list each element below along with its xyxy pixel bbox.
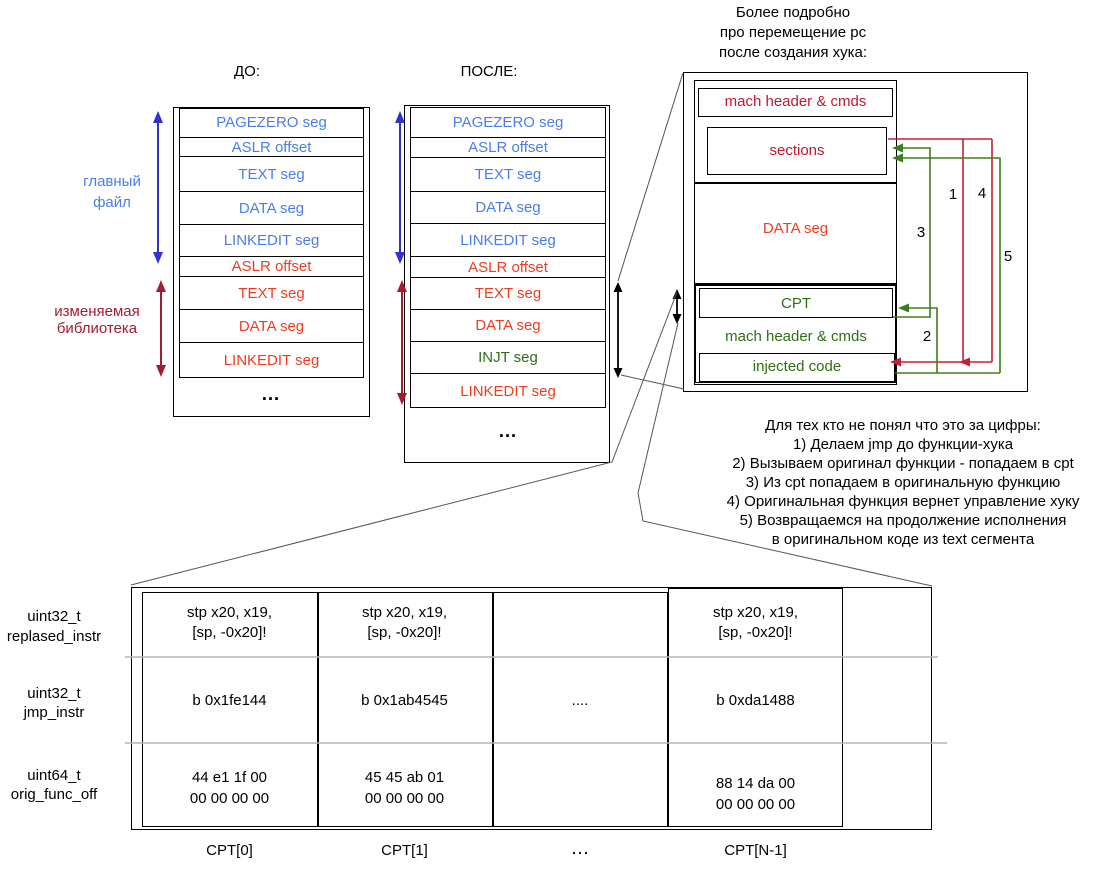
text-seg-divider: [694, 182, 897, 184]
steps-legend: [700, 416, 1106, 549]
row-label-jmp-instr: [2, 684, 106, 722]
cell-replased-cpt1: [317, 603, 492, 643]
cell-line: 00 00 00 00: [189, 790, 270, 807]
step-number-1: 1: [948, 186, 958, 203]
cell-line: stp x20, x19,: [186, 604, 273, 621]
segment-row: DATA seg: [410, 192, 606, 224]
legend-line: 4) Оригинальная функция вернет управление хуку: [726, 493, 1080, 510]
zoom-region-arrows: [614, 282, 682, 378]
legend-line: Для тех кто не понял что это за цифры:: [765, 417, 1041, 434]
editable-library-label-line2: библиотека: [56, 320, 138, 337]
row-label-field: replased_instr: [6, 628, 102, 645]
legend-line: 5) Возвращаемся на продолжение исполнения: [739, 512, 1067, 529]
row-label-field: orig_func_off: [10, 786, 98, 803]
cell-replased-cpt0: [142, 603, 317, 643]
segment-row: ASLR offset: [410, 257, 606, 278]
segment-row: LINKEDIT seg: [179, 225, 364, 257]
cpt-label: CPT: [781, 295, 811, 312]
detail-data-seg-label: DATA seg: [762, 220, 829, 237]
segment-row: LINKEDIT seg: [223, 352, 320, 369]
segment-row: PAGEZERO seg: [179, 108, 364, 138]
segment-row: TEXT seg: [179, 157, 364, 192]
cell-origoff-cpt1: [317, 767, 492, 809]
segment-row: TEXT seg: [410, 278, 606, 310]
editable-library-label: [22, 303, 172, 337]
detail-title-line3: после создания хука:: [718, 44, 868, 61]
segment-row: LINKEDIT seg: [410, 224, 606, 257]
cell-line: 45 45 ab 01: [364, 769, 445, 786]
cell-line: 44 e1 1f 00: [191, 769, 268, 786]
detail-title-line1: Более подробно: [735, 4, 851, 21]
cell-jmp-cpt1: b 0x1ab4545: [361, 692, 448, 709]
cell-jmp-ellipsis: ....: [571, 692, 589, 709]
column-label-cpt0: CPT[0]: [206, 842, 253, 859]
row-label-type: uint64_t: [27, 767, 81, 784]
row-label-replased-instr: [2, 607, 106, 647]
legend-line: 3) Из cpt попадаем в оригинальную функцию: [745, 474, 1061, 491]
cell-line: stp x20, x19,: [361, 604, 448, 621]
segment-row: DATA seg: [410, 310, 606, 342]
segment-row: TEXT seg: [410, 158, 606, 192]
segment-row: TEXT seg: [179, 277, 364, 310]
row-label-type: uint32_t: [27, 608, 81, 625]
segment-row: LINKEDIT seg: [460, 382, 556, 400]
segment-row: ASLR offset: [410, 138, 606, 158]
step-number-5: 5: [1003, 248, 1013, 265]
detail-title: [683, 3, 903, 63]
row-label-type: uint32_t: [27, 685, 81, 702]
cell-line: 88 14 da 00: [715, 775, 796, 792]
row-label-orig-func-off: [2, 766, 106, 804]
cell-line: stp x20, x19,: [712, 604, 799, 621]
cell-jmp-cpt0: b 0x1fe144: [192, 692, 267, 709]
legend-line: в оригинальном коде из text сегмента: [771, 531, 1035, 548]
after-ellipsis: …: [498, 421, 518, 442]
main-file-label-line2: файл: [93, 194, 131, 211]
cell-jmp-cptn1: b 0xda1488: [716, 692, 795, 709]
cell-replased-cptn1: [668, 603, 843, 643]
step-number-2: 2: [922, 328, 932, 345]
segment-row: ASLR offset: [179, 257, 364, 277]
cell-line: [sp, -0x20]!: [718, 624, 793, 641]
column-label-cpt1: CPT[1]: [381, 842, 428, 859]
cell-origoff-cpt0: [142, 767, 317, 809]
segment-row: ASLR offset: [179, 138, 364, 157]
legend-line: 1) Делаем jmp до функции-хука: [792, 436, 1014, 453]
after-segment-list: [410, 107, 606, 408]
mach-header-top-label: mach header & cmds: [724, 93, 867, 110]
segment-row: DATA seg: [179, 310, 364, 343]
cell-origoff-cptn1: [668, 773, 843, 815]
cell-line: [sp, -0x20]!: [367, 624, 442, 641]
column-label-cptn1: CPT[N-1]: [724, 842, 787, 859]
segment-row: INJT seg: [410, 342, 606, 374]
mach-header-bottom-label: mach header & cmds: [725, 328, 867, 345]
injected-code-label: injected code: [752, 358, 842, 375]
after-header: ПОСЛЕ:: [460, 63, 518, 80]
segment-row: DATA seg: [179, 192, 364, 225]
column-label-ellipsis: …: [570, 838, 590, 859]
cell-line: 00 00 00 00: [364, 790, 445, 807]
detail-title-line2: про перемещение pc: [719, 24, 867, 41]
step-number-4: 4: [977, 185, 987, 202]
before-segment-list: [179, 108, 364, 378]
step-number-3: 3: [916, 224, 926, 241]
main-file-label: [62, 171, 162, 213]
legend-line: 2) Вызываем оригинал функции - попадаем в cpt: [732, 455, 1074, 472]
before-ellipsis: …: [261, 384, 281, 405]
segment-row: PAGEZERO seg: [410, 107, 606, 138]
cell-line: [sp, -0x20]!: [192, 624, 267, 641]
main-file-label-line1: главный: [83, 173, 141, 190]
before-header: ДО:: [234, 63, 260, 80]
sections-label: sections: [769, 142, 825, 159]
row-label-field: jmp_instr: [23, 704, 85, 721]
editable-library-label-line1: изменяемая: [54, 303, 140, 320]
cell-line: 00 00 00 00: [715, 796, 796, 813]
